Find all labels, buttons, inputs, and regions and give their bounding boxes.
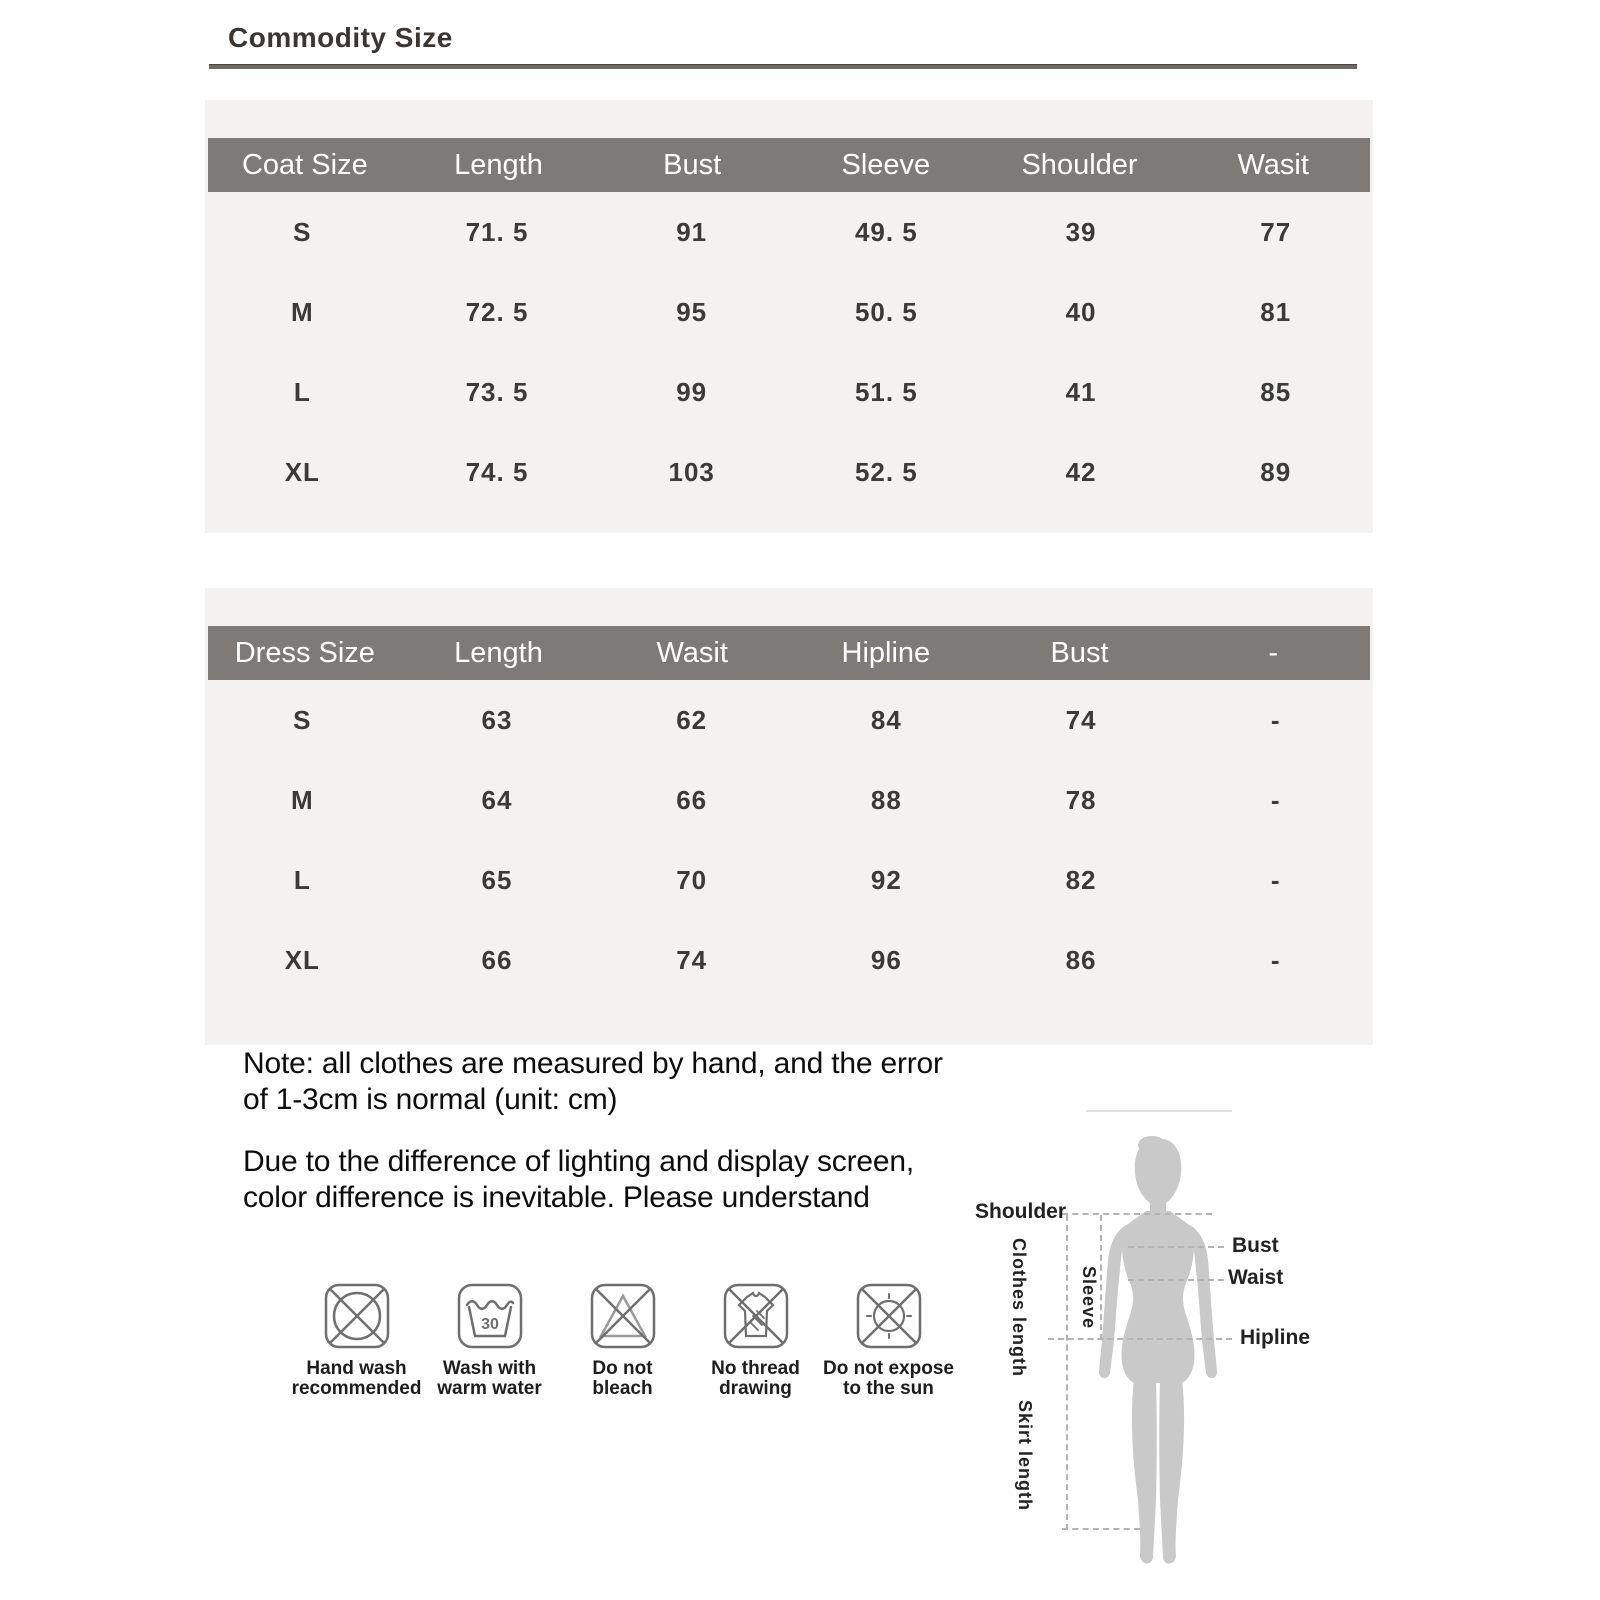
table-cell: 72. 5 xyxy=(465,296,529,327)
body-silhouette xyxy=(1080,1115,1240,1585)
table-cell: 63 xyxy=(481,704,513,735)
column-header: Coat Size xyxy=(241,148,368,181)
table-cell: 52. 5 xyxy=(854,456,918,487)
column-header: Shoulder xyxy=(1021,148,1138,181)
column-header: Wasit xyxy=(1237,148,1309,181)
sleeve-guide-line xyxy=(1100,1215,1102,1340)
shoulder-guide-line xyxy=(1062,1213,1212,1215)
table-cell: 74 xyxy=(1065,704,1097,735)
table-cell: 51. 5 xyxy=(854,376,918,407)
column-header: Bust xyxy=(663,148,722,181)
size-label: L xyxy=(293,376,311,407)
hand-wash-icon xyxy=(321,1280,393,1352)
clothes-length-guide-line xyxy=(1066,1215,1068,1530)
care-item-wash-30 xyxy=(423,1280,556,1399)
coat-size-table xyxy=(205,100,1373,533)
table-cell: 103 xyxy=(668,456,715,487)
care-item-no-thread-drawing xyxy=(689,1280,822,1399)
table-cell: 95 xyxy=(676,296,708,327)
care-instructions xyxy=(290,1280,955,1399)
table-cell: - xyxy=(1270,864,1281,895)
size-label: S xyxy=(293,216,312,247)
dress-size-table xyxy=(205,588,1373,1045)
do-not-expose-sun-icon xyxy=(853,1280,925,1352)
waist-label: Waist xyxy=(1228,1266,1284,1289)
table-row xyxy=(205,432,1373,512)
size-label: XL xyxy=(284,944,320,975)
table-cell: 71. 5 xyxy=(465,216,529,247)
care-item-hand-wash xyxy=(290,1280,423,1399)
waist-guide-line xyxy=(1128,1279,1224,1281)
size-label: XL xyxy=(284,456,320,487)
table-cell: 74 xyxy=(676,944,708,975)
column-header: Bust xyxy=(1050,636,1109,669)
skirt-length-end-line xyxy=(1062,1528,1140,1530)
column-header: Sleeve xyxy=(841,148,931,181)
table-cell: 84 xyxy=(870,704,902,735)
table-cell: 91 xyxy=(676,216,708,247)
table-cell: 89 xyxy=(1260,456,1292,487)
table-cell: 73. 5 xyxy=(465,376,529,407)
table-cell: 78 xyxy=(1065,784,1097,815)
table-cell: 40 xyxy=(1065,296,1097,327)
table-cell: 86 xyxy=(1065,944,1097,975)
dress-table-header-row xyxy=(208,626,1370,680)
no-thread-drawing-icon xyxy=(720,1280,792,1352)
table-cell: 50. 5 xyxy=(854,296,918,327)
size-label: S xyxy=(293,704,312,735)
woman-figure-icon xyxy=(1080,1115,1240,1585)
column-header: Length xyxy=(454,148,543,181)
page-title: Commodity Size xyxy=(228,22,453,53)
title-divider xyxy=(209,64,1357,69)
bust-label: Bust xyxy=(1232,1234,1279,1257)
table-cell: - xyxy=(1270,784,1281,815)
table-cell: - xyxy=(1270,944,1281,975)
table-cell: 99 xyxy=(676,376,708,407)
table-cell: 41 xyxy=(1065,376,1097,407)
table-row xyxy=(205,272,1373,352)
sleeve-label: Sleeve xyxy=(1079,1266,1099,1330)
care-item-no-sun xyxy=(822,1280,955,1399)
head-top-line xyxy=(1086,1110,1232,1112)
size-label: M xyxy=(291,296,314,327)
column-header: - xyxy=(1268,636,1279,669)
table-cell: 62 xyxy=(676,704,708,735)
table-row xyxy=(205,192,1373,272)
table-cell: 66 xyxy=(481,944,513,975)
table-row xyxy=(205,352,1373,432)
svg-text:30: 30 xyxy=(480,1316,499,1333)
hipline-label: Hipline xyxy=(1240,1326,1311,1349)
table-row xyxy=(205,760,1373,840)
column-header: Dress Size xyxy=(234,636,375,669)
skirt-length-label: Skirt length xyxy=(1015,1400,1035,1512)
table-row xyxy=(205,680,1373,760)
table-cell: 39 xyxy=(1065,216,1097,247)
clothes-length-label: Clothes length xyxy=(1009,1238,1029,1377)
table-row xyxy=(205,840,1373,920)
measurement-notes xyxy=(243,1046,943,1242)
column-header: Wasit xyxy=(656,636,728,669)
note-measurement: Note: all clothes are measured by hand, and the error of 1-3cm is normal (unit: cm) xyxy=(243,1047,943,1116)
table-cell: 81 xyxy=(1260,296,1292,327)
note-color-difference: Due to the difference of lighting and display screen, color difference is inevitable. Please understand xyxy=(243,1145,914,1214)
table-cell: 42 xyxy=(1065,456,1097,487)
care-label: Do not bleach xyxy=(592,1358,653,1399)
care-label: Hand wash recommended xyxy=(291,1358,422,1399)
hipline-guide-line xyxy=(1048,1338,1232,1340)
bust-guide-line xyxy=(1128,1246,1224,1248)
table-cell: 82 xyxy=(1065,864,1097,895)
table-cell: - xyxy=(1270,704,1281,735)
do-not-bleach-icon xyxy=(587,1280,659,1352)
table-cell: 85 xyxy=(1260,376,1292,407)
table-row xyxy=(205,920,1373,1000)
column-header: Hipline xyxy=(841,636,931,669)
table-cell: 49. 5 xyxy=(854,216,918,247)
column-header: Length xyxy=(454,636,543,669)
table-cell: 66 xyxy=(676,784,708,815)
table-cell: 65 xyxy=(481,864,513,895)
table-cell: 64 xyxy=(481,784,513,815)
wash-warm-water-icon xyxy=(454,1280,526,1352)
coat-table-header-row xyxy=(208,138,1370,192)
table-cell: 88 xyxy=(870,784,902,815)
size-label: M xyxy=(291,784,314,815)
care-label: No thread drawing xyxy=(711,1358,800,1399)
care-label: Do not expose to the sun xyxy=(823,1358,954,1399)
shoulder-label: Shoulder xyxy=(975,1200,1067,1223)
table-cell: 92 xyxy=(870,864,902,895)
care-label: Wash with warm water xyxy=(437,1358,542,1399)
table-cell: 96 xyxy=(870,944,902,975)
size-label: L xyxy=(293,864,311,895)
table-cell: 74. 5 xyxy=(465,456,529,487)
table-cell: 70 xyxy=(676,864,708,895)
care-item-no-bleach xyxy=(556,1280,689,1399)
table-cell: 77 xyxy=(1260,216,1292,247)
